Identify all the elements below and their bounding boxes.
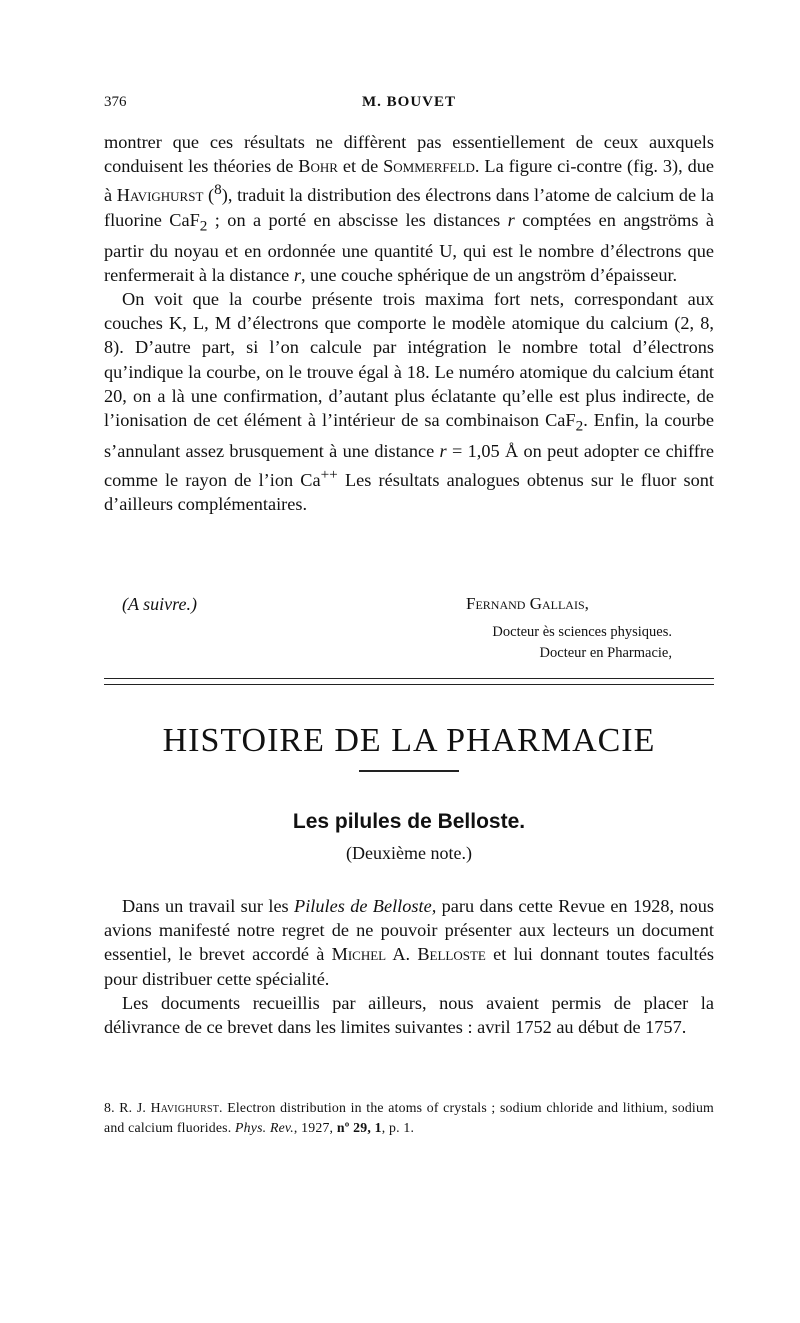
text-run: . La figure ci-contre (fig. 3), due à xyxy=(104,156,714,206)
article-title: Les pilules de Belloste. xyxy=(292,810,526,833)
subscript: 2 xyxy=(199,217,208,235)
credential-line: Docteur ès sciences physiques. xyxy=(492,624,672,640)
author-name: Havighurst xyxy=(150,1100,220,1115)
text-run: . Electron distribution in the atoms of crystals ; sodium chloride and lithium, sodium and calcium fluorides. xyxy=(104,1100,714,1135)
running-head: M. BOUVET xyxy=(361,94,456,110)
text-run: ; on a porté en abscisse les distances xyxy=(207,209,508,230)
article-body xyxy=(104,894,714,1039)
text-run: 8. R. J. xyxy=(104,1100,151,1115)
person-name: Michel A. Belloste xyxy=(331,944,486,965)
text-run: , 1927, xyxy=(293,1120,337,1135)
paragraph xyxy=(104,894,714,991)
author-name: Sommerfeld xyxy=(383,156,475,177)
text-run: . Enfin, la courbe s’annulant assez brusquement à une distance xyxy=(104,409,714,461)
author-credentials xyxy=(422,622,672,664)
subscript: 2 xyxy=(575,417,584,435)
text-run: comptées en angströms à partir du noyau et en ordonnée une quantité U, qui est le nombre d’électrons que renfermerait à la distance xyxy=(104,209,714,285)
section-title: HISTOIRE DE LA PHARMACIE xyxy=(162,722,656,759)
text-run: Dans un travail sur les xyxy=(122,896,295,916)
paragraph: Les documents recueillis par ailleurs, nous avaient permis de placer la délivrance de ce brevet dans les limites suivantes : avril 1752 au début de 1757. xyxy=(104,992,714,1038)
text-run: Les résultats analogues obtenus sur le fluor sont d’ailleurs complémentaires. xyxy=(104,470,714,515)
page-header xyxy=(104,94,714,114)
author-name: Havighurst xyxy=(116,185,204,206)
title-underline xyxy=(359,770,459,772)
to-be-continued: (A suivre.) xyxy=(122,594,197,614)
text-run: et lui donnant toutes facultés pour distribuer cette spécialité. xyxy=(104,944,714,989)
issue-number: nº 29, 1 xyxy=(336,1120,382,1135)
variable: r xyxy=(439,440,447,461)
superscript: ++ xyxy=(320,466,338,484)
text-run: paru dans cette Revue en 1928, nous avions manifesté notre regret de ne pouvoir présenter aux lecteurs un document essentiel, le brevet accordé à xyxy=(104,896,714,965)
text-run: On voit que la courbe présente trois maxima fort nets, correspondant aux couches K, L, M d’électrons que comporte le modèle atomique du calcium (2, 8, 8). D’autre part, si l’on calcule par intégration le nombre total d’électrons qu’indique la courbe, on le trouve égal à 18. Le numéro atomique du calcium étant 20, on a là une confirmation, d’autant plus éclatante qu’elle est plus indirecte, de l’ionisation de cet élément à l’intérieur de sa combinaison CaF xyxy=(104,288,714,430)
footnote-ref: 8 xyxy=(214,181,222,199)
paragraph xyxy=(104,287,714,517)
section-divider xyxy=(104,678,714,685)
page-number: 376 xyxy=(104,94,127,110)
article-subtitle: (Deuxième note.) xyxy=(346,843,472,863)
text-run: , p. 1. xyxy=(381,1120,415,1135)
text-run: , une couche sphérique de un angström d’épaisseur. xyxy=(300,264,678,285)
credential-line: Docteur en Pharmacie, xyxy=(539,645,672,661)
paragraph xyxy=(104,130,714,287)
text-run: montrer que ces résultats ne diffèrent pas essentiellement de ceux auxquels conduisent les théories de xyxy=(104,132,714,177)
journal-name: Phys. Rev. xyxy=(235,1120,294,1135)
variable: r xyxy=(507,209,515,230)
author-name: Bohr xyxy=(298,156,338,177)
text-run: et de xyxy=(337,156,384,177)
text-run: ( xyxy=(203,185,215,206)
signoff xyxy=(104,594,714,666)
author-signature: Fernand Gallais, xyxy=(466,594,589,613)
footnote xyxy=(104,1098,714,1138)
variable: r xyxy=(293,264,301,285)
body-text-continuation xyxy=(104,130,714,517)
emphasis: Pilules de Belloste, xyxy=(294,896,437,916)
text-run: = 1,05 Å on peut adopter ce chiffre comme le rayon de l’ion Ca xyxy=(104,440,715,491)
text-run: ), traduit la distribution des électrons dans l’atome de calcium de la fluorine CaF xyxy=(104,185,714,230)
